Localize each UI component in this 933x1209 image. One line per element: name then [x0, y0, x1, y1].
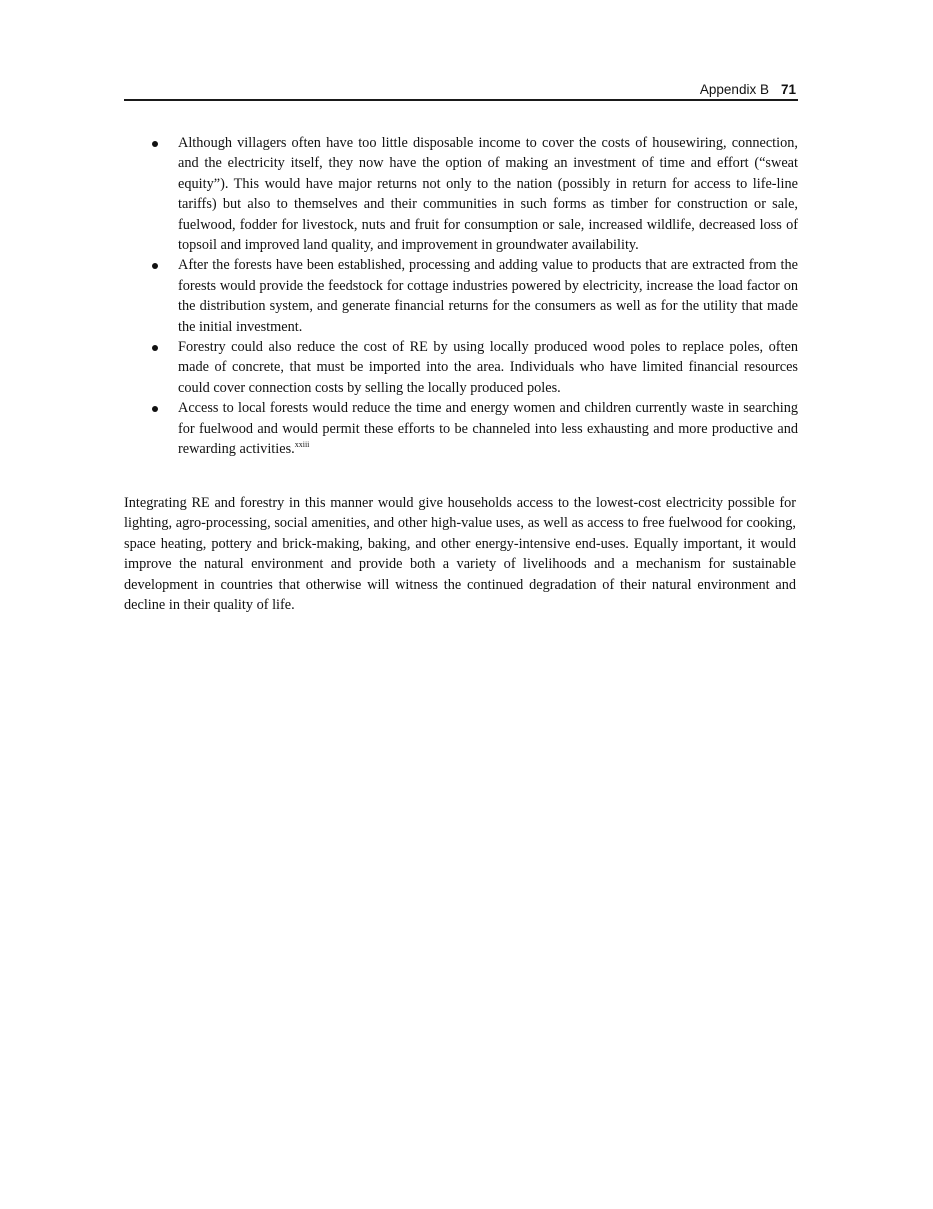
bullet-dot-icon	[152, 406, 158, 412]
bullet-list	[124, 133, 798, 460]
bullet-text: Forestry could also reduce the cost of RE by using locally produced wood poles to replace poles, often made of concrete, that must be imported into the area. Individuals who have limited financial resources could cover connection costs by selling the locally produced poles.	[178, 339, 798, 396]
page-number: 71	[780, 82, 796, 97]
running-header	[124, 80, 798, 101]
bullet-item-cottage-industries	[124, 255, 798, 337]
bullet-dot-icon	[152, 263, 158, 269]
body-paragraph: Integrating RE and forestry in this manner would give households access to the lowest-cost electricity possible for lighting, agro-processing, social amenities, and other high-value uses, as well as access to free fuelwood for cooking, space heating, pottery and brick-making, baking, and other energy-intensive end-uses. Equally important, it would improve the natural environment and provide both a variety of livelihoods and a mechanism for sustainable development in countries that otherwise will witness the continued degradation of their natural environment and decline in their quality of life.	[124, 495, 796, 614]
bullet-item-fuelwood-access	[124, 398, 798, 459]
bullet-item-wood-poles	[124, 337, 798, 398]
bullet-text: Although villagers often have too little disposable income to cover the costs of housewiring, connection, and the electricity itself, they now have the option of making an investment of time and effort (“sweat equity”). This would have major returns not only to the nation (possibly in return for access to life-line tariffs) but also to themselves and their communities in such forms as timber for construction or sale, fuelwood, fodder for livestock, nuts and fruit for consumption or sale, increased wildlife, decreased loss of topsoil and improved land quality, and improvement in groundwater availability.	[178, 135, 798, 254]
bullet-dot-icon	[152, 141, 158, 147]
bullet-dot-icon	[152, 345, 158, 351]
footnote-marker: xxiii	[294, 440, 310, 450]
header-section-title: Appendix B	[699, 82, 769, 97]
bullet-text: Access to local forests would reduce the time and energy women and children currently waste in searching for fuelwood and would permit these efforts to be channeled into less exhausting and more productive and rewarding activities.	[178, 400, 798, 458]
bullet-item-sweat-equity	[124, 133, 798, 255]
bullet-text: After the forests have been established, processing and adding value to products that are extracted from the forests would provide the feedstock for cottage industries powered by electricity, increase the load factor on the distribution system, and generate financial returns for the consumers as well as for the utility that made the initial investment.	[178, 257, 798, 335]
